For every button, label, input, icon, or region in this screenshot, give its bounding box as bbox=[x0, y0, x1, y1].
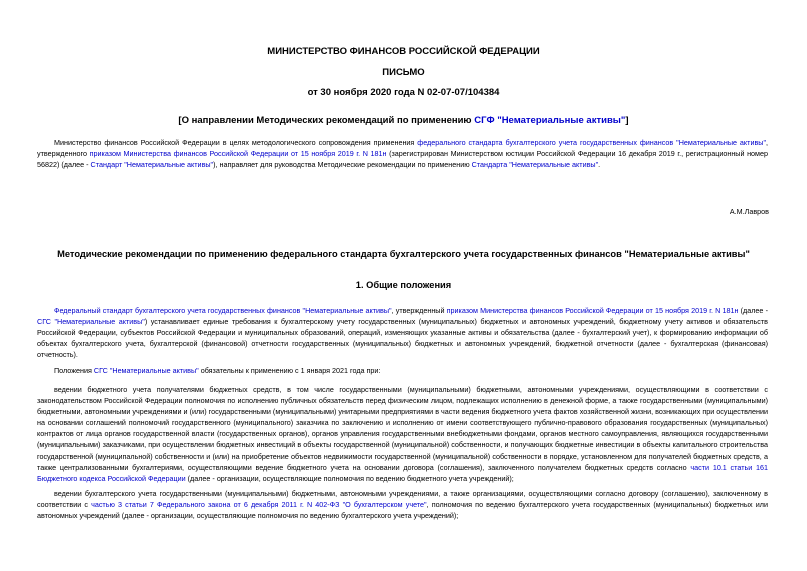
intro-text-3: (зарегистрирован Министерством юстиции Российской Федерации 16 декабря 2019 г., регистрационный номер 56822) (далее - bbox=[37, 149, 768, 170]
p3-sgs-link[interactable]: СГС "Нематериальные активы" bbox=[93, 366, 199, 375]
subject-link[interactable]: СГФ "Нематериальные активы" bbox=[474, 115, 626, 126]
paragraph-standard bbox=[37, 305, 768, 360]
p3-text-2: обязательны к применению с 1 января 2021 года при: bbox=[198, 366, 381, 375]
p5-law-link[interactable]: частью 3 статьи 7 Федерального закона от 6 декабря 2011 г. N 402-ФЗ "О бухгалтерском учете" bbox=[91, 500, 427, 510]
intro-paragraph bbox=[37, 137, 768, 170]
p4-budget-code-link[interactable]: части 10.1 статьи 161 Бюджетного кодекса Российской Федерации bbox=[37, 462, 769, 483]
paragraph-accounting bbox=[37, 488, 768, 521]
p4-text-1: ведении бюджетного учета получателями бюджетных средств, в том числе государственными (муниципальными) бюджетными, автономными учреждениями, осуществляющими в соответствии с законодательством Российской Федерации полномочия по исполнению публичных обязательств перед физическим лицом, подлежащих исполнению в денежной форме, а также государственными (муниципальными) бюджетными, автономными учреждениями и (или) государственными (муниципальными) унитарными предприятиями в части ведения бюджетного учета фактов хозяйственной жизни, возникающих при осуществлении на основании соглашений полномочий государственного (муниципального) заказчика по заключению и исполнению от имени соответствующего публично-правового образования государственных (муниципальных) контрактов от лица органов государственной власти (государственных органов), органов управления государственными внебюджетными фондами, органов местного самоуправления, являющихся государственными (муниципальными) заказчиками, при осуществлении бюджетных инвестиций в объекты государственной (муниципальной) собственности, и получающих бюджетные инвестиции в объекты капитального строительства государственной (муниципальной) собственности и (или) на приобретение объектов недвижимости государственной (муниципальной) собственности в порядке, установленном для получателей бюджетных средств, а также централизованными бухгалтериями, осуществляющими ведение бюджетного учета на основании договора (соглашения), заключенного получателем бюджетных средств согласно bbox=[37, 385, 768, 472]
recommendations-title: Методические рекомендации по применению федерального стандарта бухгалтерского учета государственных финансов "Нематериальные активы" bbox=[57, 249, 750, 259]
paragraph-applicability bbox=[37, 365, 768, 376]
section-1-title: 1. Общие положения bbox=[355, 280, 452, 290]
doc-type-heading: ПИСЬМО bbox=[382, 67, 425, 78]
subject-prefix: [О направлении Методических рекомендаций по применению bbox=[178, 115, 475, 126]
paragraph-budget-accounting bbox=[37, 384, 768, 484]
intro-text-1: Министерство финансов Российской Федерации в целях методологического сопровождения применения bbox=[54, 138, 418, 147]
p2-text-2: (далее - bbox=[738, 306, 768, 315]
standard-short-link[interactable]: Стандарт "Нематериальные активы" bbox=[90, 160, 214, 170]
order-link[interactable]: приказом Министерства финансов Российской Федерации от 15 ноября 2019 г. N 181н bbox=[89, 149, 387, 159]
p5-text-1: ведении бухгалтерского учета государственными (муниципальными) бюджетными, автономными учреждениями, а также организациями, осуществляющими согласно договору (соглашению), заключенному в соответствии с bbox=[37, 489, 768, 510]
p2-standard-link[interactable]: Федеральный стандарт бухгалтерского учета государственных финансов "Нематериальные активы" bbox=[54, 306, 392, 315]
p4-text-2: (далее - организации, осуществляющие полномочия по ведению бюджетного учета учреждений); bbox=[185, 473, 514, 483]
signature: А.М.Лавров bbox=[729, 207, 769, 216]
intro-text-2: , утвержденного bbox=[37, 138, 769, 159]
p2-text-3: ) устанавливает единые требования к бухгалтерскому учету государственных (муниципальных) бюджетных и автономных учреждений, бюджетному учету активов и обязательств Российской Федерации, субъектов Российской Федерации и муниципальных образований, операций, изменяющих указанные активы и обязательства (далее - бухгалтерский учет), к формированию информации об объектах бухгалтерского учета, бухгалтерской (финансовой) отчетности государственных (муниципальных) бюджетных и автономных учреждений, бюджетной отчетности (далее - бухгалтерская (финансовая) отчетность). bbox=[37, 317, 768, 360]
subject-heading bbox=[0, 115, 807, 126]
p3-text-1: Положения bbox=[54, 366, 94, 375]
p5-text-2: , полномочия по ведению бухгалтерского учета государственных (муниципальных) бюджетных или автономных учреждений (далее - организации, осуществляющие полномочия по ведению бухгалтерского учета учреждений); bbox=[37, 500, 768, 521]
ministry-heading: МИНИСТЕРСТВО ФИНАНСОВ РОССИЙСКОЙ ФЕДЕРАЦИИ bbox=[267, 46, 540, 57]
subject-suffix: ] bbox=[625, 115, 629, 126]
p2-order-link[interactable]: приказом Министерства финансов Российской Федерации от 15 ноября 2019 г. N 181н bbox=[446, 306, 739, 315]
intro-text-4: ), направляет для руководства Методические рекомендации по применению bbox=[213, 160, 472, 170]
p2-text-1: , утвержденный bbox=[391, 306, 447, 315]
standard-link[interactable]: федерального стандарта бухгалтерского учета государственных финансов "Нематериальные активы" bbox=[417, 138, 767, 147]
date-number-heading: от 30 ноября 2020 года N 02-07-07/104384 bbox=[307, 87, 500, 98]
p2-sgs-link[interactable]: СГС "Нематериальные активы" bbox=[37, 317, 145, 327]
standard-short-link-2[interactable]: Стандарта "Нематериальные активы" bbox=[471, 160, 599, 170]
intro-text-5: . bbox=[598, 160, 601, 170]
